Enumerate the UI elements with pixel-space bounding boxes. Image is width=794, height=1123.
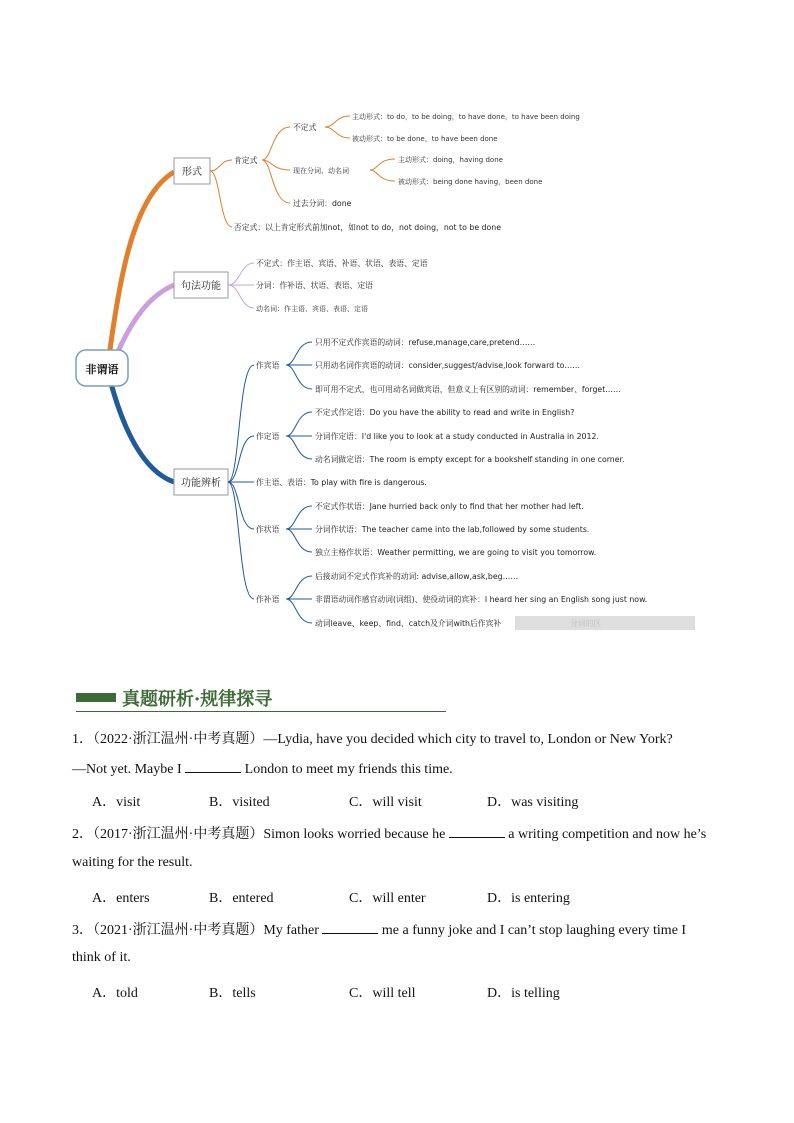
blurred-watermark (515, 616, 695, 630)
question-1-stem: 1．（2022·浙江温州·中考真题）—Lydia, have you decided which city to travel to, London or New York? (72, 732, 673, 747)
q1-option-a: A．visit (92, 795, 141, 810)
q2-option-b: B．entered (209, 891, 274, 906)
forms-infinitive: 不定式 (293, 123, 317, 132)
analysis-attribute-item: 不定式作定语：Do you have the ability to read and write in English? (315, 408, 575, 417)
analysis-object-item: 只用不定式作宾语的动词：refuse,manage,care,pretend…… (315, 338, 536, 347)
forms-inf-passive: 被动形式：to be done，to have been done (352, 135, 498, 143)
q3-option-b: B．tells (209, 986, 256, 1001)
analysis-adverbial-item: 分词作状语：The teacher came into the lab,followed by some students. (315, 525, 590, 534)
analysis-complement-item: 后接动词不定式作宾补的动词: advise,allow,ask,beg…… (315, 572, 519, 581)
q2-option-a: A．enters (92, 891, 150, 906)
root-label: 非谓语 (85, 363, 119, 376)
analysis-attribute-item: 分词作定语：I'd like you to look at a study conducted in Australia in 2012. (315, 432, 599, 441)
q3-option-d: D．is telling (487, 986, 560, 1001)
analysis-object-item: 即可用不定式，也可用动名词做宾语，但意义上有区别的动词：remember、forget…… (315, 385, 621, 394)
question-2-line2: waiting for the result. (72, 855, 193, 870)
forms-affirmative: 肯定式 (234, 156, 258, 165)
question-2-stem: 2．（2017·浙江温州·中考真题）Simon looks worried because he a writing competition and now he’s (72, 827, 707, 842)
forms-pg-passive: 被动形式：being done having，been done (398, 178, 543, 186)
svg-text:功能辨析: 功能辨析 (181, 478, 221, 489)
analysis-adverbial-label: 作状语 (256, 525, 280, 534)
analysis-object-item: 只用动名词作宾语的动词：consider,suggest/advise,look forward to…… (315, 361, 581, 370)
analysis-adverbial-item: 不定式作状语：Jane hurried back only to find that her mother had left. (315, 502, 584, 511)
root-node (76, 350, 128, 386)
branch-analysis (108, 372, 174, 482)
forms-pg-active: 主动形式：doing，having done (398, 156, 503, 164)
forms-inf-active: 主动形式：to do，to be doing，to have done，to have been doing (352, 113, 580, 121)
question-3-line2: think of it. (72, 950, 131, 965)
analysis-object-label: 作宾语 (256, 361, 280, 370)
answer-blank (449, 825, 505, 838)
answer-blank (185, 760, 241, 773)
forms-participle-gerund: 现在分词、动名词 (293, 167, 349, 175)
analysis-attribute-item: 动名词做定语：The room is empty except for a bookshelf standing in one corner. (315, 455, 625, 464)
q3-option-c: C．will tell (349, 986, 416, 1001)
section-bar-icon (76, 693, 116, 702)
section-header (76, 685, 446, 712)
analysis-subject: 作主语、表语：To play with fire is dangerous. (256, 478, 427, 487)
forms-past-participle: 过去分词：done (293, 199, 352, 208)
q1-option-c: C．will visit (349, 795, 422, 810)
answer-blank (322, 921, 378, 934)
node-forms (174, 158, 210, 184)
q2-option-d: D．is entering (487, 891, 570, 906)
analysis-complement-label: 作补语 (256, 595, 280, 604)
syntax-item-participle: 分词：作补语、状语、表语、定语 (256, 281, 373, 290)
branch-forms (108, 172, 174, 365)
q1-option-b: B．visited (209, 795, 270, 810)
analysis-adverbial-item: 独立主格作状语：Weather permitting, we are going to visit you tomorrow. (315, 548, 597, 557)
syntax-item-infinitive: 不定式：作主语、宾语、补语、状语、表语、定语 (256, 259, 428, 268)
q2-option-c: C．will enter (349, 891, 426, 906)
node-analysis (174, 469, 228, 495)
analysis-complement-item: 非谓语动词作感官动词(词组)、使役动词的宾补：I heard her sing an English song just now. (315, 595, 648, 604)
svg-text:形式: 形式 (182, 167, 202, 178)
node-syntax (174, 272, 228, 298)
syntax-item-gerund: 动名词：作主语、宾语、表语、定语 (256, 305, 368, 313)
svg-text:句法功能: 句法功能 (181, 281, 221, 292)
analysis-attribute-label: 作定语 (256, 432, 280, 441)
section-title: 真题研析·规律探寻 (122, 689, 273, 710)
q3-option-a: A．told (92, 986, 138, 1001)
syntax-connectors (228, 263, 254, 308)
forms-negative: 否定式：以上肯定形式前加not，如not to do，not doing，not to be done (234, 223, 502, 232)
question-3-stem: 3．（2021·浙江温州·中考真题）My father me a funny joke and I can’t stop laughing every time I (72, 923, 687, 938)
question-1-line2: —Not yet. Maybe I London to meet my friends this time. (72, 762, 453, 777)
q1-option-d: D．was visiting (487, 795, 579, 810)
analysis-complement-item: 动词leave、keep、find、catch及介词with后作宾补 (315, 619, 502, 628)
